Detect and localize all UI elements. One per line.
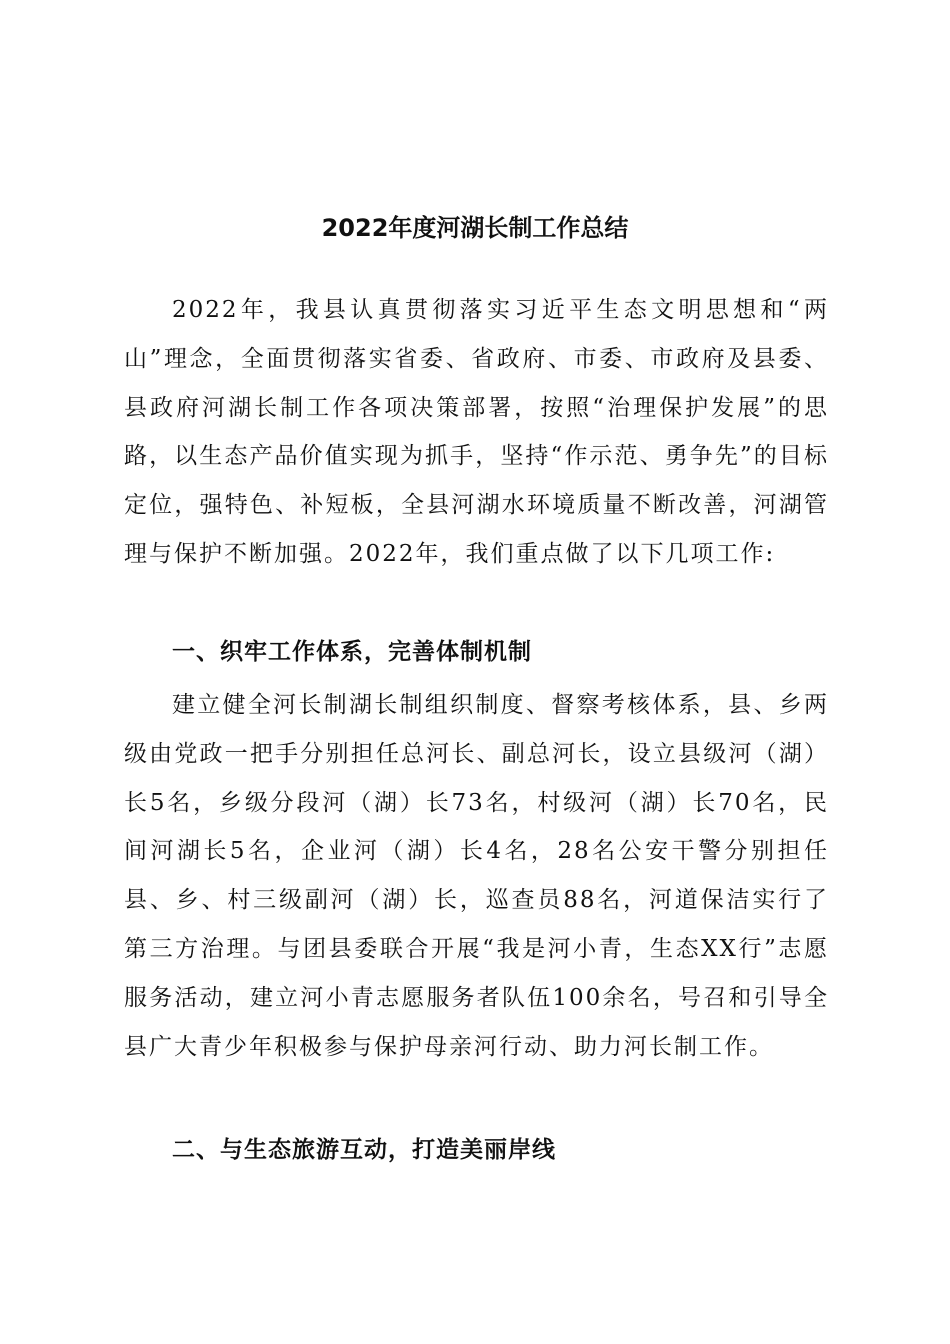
section-1-text: 建立健全河长制湖长制组织制度、督察考核体系，县、乡两级由党政一把手分别担任总河长、副总河长，设立县级河（湖）长5名，乡级分段河（湖）长73名，村级河（湖）长70名，民间河湖长5名，企业河（湖）长4名，28名公安干警分别担任县、乡、村三级副河（湖）长，巡查员88名，河道保洁实行了第三方治理。与团县委联合开展“我是河小青，生态XX行”志愿服务活动，建立河小青志愿服务者队伍100余名，号召和引导全县广大青少年积极参与保护母亲河行动、助力河长制工作。 [124,692,829,1060]
intro-paragraph [124,286,829,579]
intro-text: 2022年，我县认真贯彻落实习近平生态文明思想和“两山”理念，全面贯彻落实省委、省政府、市委、市政府及县委、县政府河湖长制工作各项决策部署，按照“治理保护发展”的思路，以生态产品价值实现为抓手，坚持“作示范、勇争先”的目标定位，强特色、补短板，全县河湖水环境质量不断改善，河湖管理与保护不断加强。2022年，我们重点做了以下几项工作: [124,297,829,567]
section-1-paragraph [124,681,829,1071]
section-heading-2: 二、与生态旅游互动，打造美丽岸线 [172,1137,556,1163]
document-title: 2022年度河湖长制工作总结 [321,214,629,242]
section-heading-1: 一、织牢工作体系，完善体制机制 [172,639,532,665]
